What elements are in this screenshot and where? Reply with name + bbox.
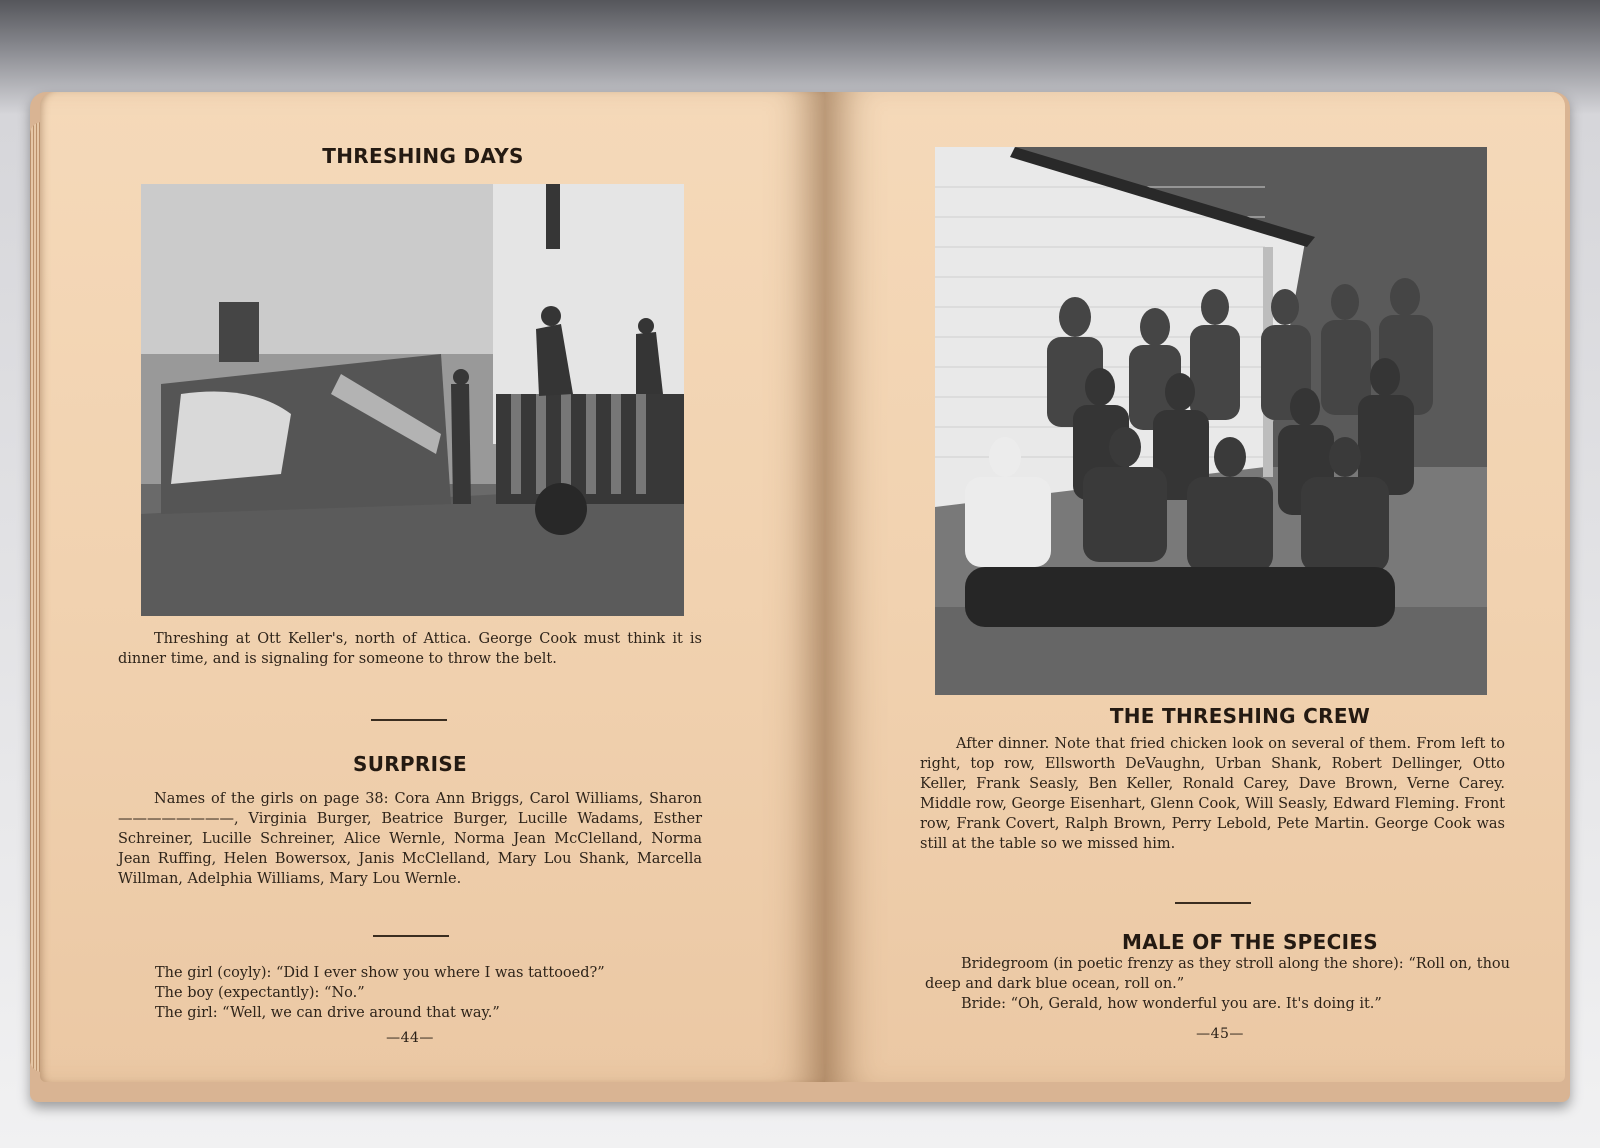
divider-rule: [373, 935, 449, 937]
joke-line: The girl (coyly): “Did I ever show you where I was tattooed?”: [155, 965, 605, 981]
surprise-text: Names of the girls on page 38: Cora Ann Briggs, Carol Williams, Sharon ————————, Virginia Burger, Beatrice Burger, Lucille Wadams, Esther Schreiner, Lucille Schreiner, Alice Wernle, Norma Jean McClelland, Norma Jean Ruffing, Helen Bowersox, Janis McClelland, Mary Lou Shank, Marcella Willman, Adelphia Williams, Mary Lou Wernle.: [118, 791, 702, 887]
divider-rule: [371, 719, 447, 721]
male-of-species-text: [925, 954, 1510, 1014]
page-number: —45—: [1196, 1026, 1244, 1042]
left-page: [40, 92, 825, 1082]
joke-line: Bride: “Oh, Gerald, how wonderful you are. It's doing it.”: [961, 996, 1382, 1012]
threshing-days-title: THRESHING DAYS: [322, 144, 524, 168]
threshing-photo: [141, 184, 684, 616]
surprise-heading: SURPRISE: [352, 752, 467, 776]
joke-line: The boy (expectantly): “No.”: [155, 985, 365, 1001]
page-number: —44—: [386, 1030, 434, 1046]
joke-line: Bridegroom (in poetic frenzy as they stroll along the shore): “Roll on, thou deep and dark blue ocean, roll on.”: [925, 956, 1510, 992]
open-booklet: [30, 92, 1570, 1102]
threshing-crew-caption: After dinner. Note that fried chicken look on several of them. From left to right, top row, Ellsworth DeVaughn, Urban Shank, Robert Dellinger, Otto Keller, Frank Seasly, Ben Keller, Ronald Carey, Dave Brown, Verne Carey. Middle row, George Eisenhart, Glenn Cook, Will Seasly, Edward Fleming. Front row, Frank Covert, Ralph Brown, Perry Lebold, Pete Martin. George Cook was still at the table so we missed him.: [920, 736, 1505, 852]
threshing-crew-photo: [935, 147, 1487, 695]
male-of-species-heading: MALE OF THE SPECIES: [1122, 930, 1378, 954]
tattoo-joke: [155, 963, 715, 1023]
joke-line: The girl: “Well, we can drive around that way.”: [155, 1005, 500, 1021]
right-page: [825, 92, 1565, 1082]
threshing-crew-title: THE THRESHING CREW: [1109, 704, 1371, 728]
divider-rule: [1175, 902, 1251, 904]
threshing-photo-caption: Threshing at Ott Keller's, north of Attica. George Cook must think it is dinner time, and is signaling for someone to throw the belt.: [118, 631, 702, 667]
